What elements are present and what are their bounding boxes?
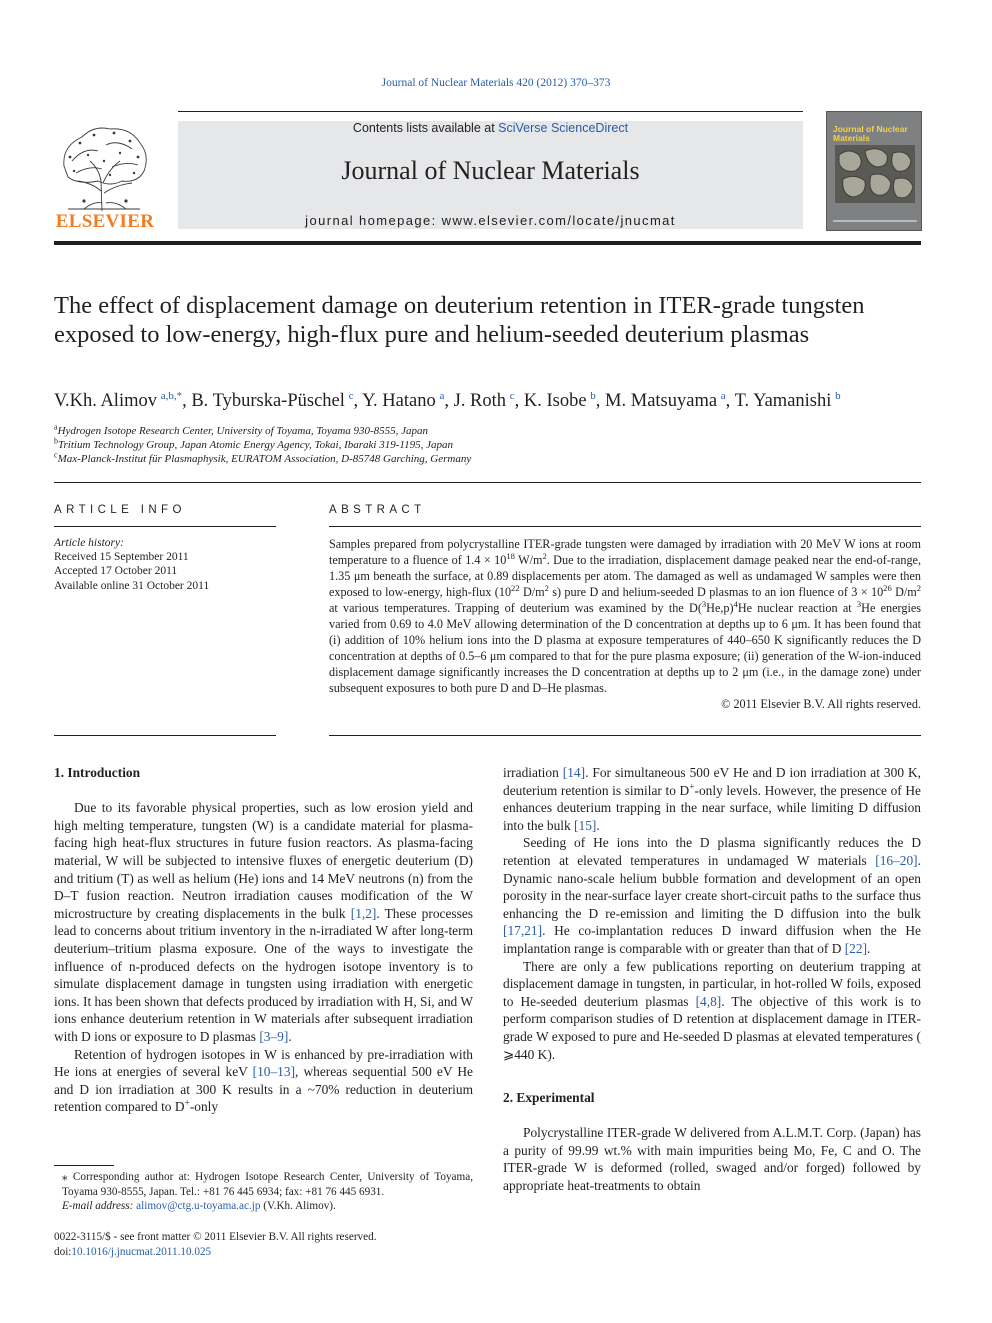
running-head[interactable]: Journal of Nuclear Materials 420 (2012) 370–373 (381, 77, 611, 89)
elsevier-tree-icon (54, 121, 154, 213)
author-name[interactable]: M. Matsuyama (605, 391, 718, 411)
paragraph: Polycrystalline ITER-grade W delivered from A.L.M.T. Corp. (Japan) has a purity of 99.99 wt.% with main impurities being Mo, Fe, C and O. The ITER-grade W is deformed (rolled, swaged and/or forged) followed by appropriate heat-treatments to obtain (503, 1125, 921, 1194)
abstract-body (329, 536, 921, 712)
doi-link[interactable]: 10.1016/j.jnucmat.2011.10.025 (71, 1245, 212, 1258)
accepted-date: Accepted 17 October 2011 (54, 565, 178, 578)
author-affiliation-mark[interactable]: a (439, 389, 445, 402)
section-heading-experimental: 2. Experimental (503, 1090, 595, 1106)
citation-link[interactable]: [10–13] (252, 1064, 296, 1080)
article-title: The effect of displacement damage on deuterium retention in ITER-grade tungsten exposed to low-energy, high-flux pure and helium-seeded deuterium plasmas (54, 292, 865, 348)
header-top-rule (178, 111, 803, 112)
journal-name: Journal of Nuclear Materials (341, 156, 640, 185)
affiliation-text: Tritium Technology Group, Japan Atomic Energy Agency, Tokai, Ibaraki 319-1195, Japan (58, 439, 453, 451)
contents-prefix: Contents lists available at (352, 121, 499, 135)
author-name[interactable]: T. Yamanishi (734, 391, 832, 411)
author-name[interactable]: V.Kh. Alimov (54, 391, 157, 411)
paragraph: There are only a few publications reporting on deuterium trapping at displacement damage in tungsten, in particular, in hot-rolled W foils, exposed to He-seeded deuterium plasmas [4,8]. The objective of this work is to perform comparison studies of D retention at displacement damage in ITER-grade W exposed to pure and He-seeded D plasmas at elevated temperatures ( ⩾440 K). (503, 958, 921, 1062)
header-bottom-rule (54, 241, 921, 245)
affiliation-key: a (54, 422, 58, 432)
doi-line: doi:10.1016/j.jnucmat.2011.10.025 (54, 1245, 212, 1258)
affiliation-key: c (54, 450, 58, 460)
citation-link[interactable]: [14] (562, 765, 586, 780)
footnote-email: E-mail address: alimov@ctg.u-toyama.ac.jp (V.Kh. Alimov). (62, 1200, 336, 1213)
elsevier-wordmark: ELSEVIER (55, 211, 155, 232)
article-info-rule (54, 526, 276, 527)
citation-link[interactable]: [22] (844, 940, 868, 956)
article-history (54, 536, 209, 593)
citation-link[interactable]: [3–9] (259, 1028, 289, 1044)
abstract-copyright: © 2011 Elsevier B.V. All rights reserved. (721, 697, 921, 711)
affiliation-a (54, 422, 429, 437)
author-name[interactable]: J. Roth (453, 391, 507, 411)
issn-line: 0022-3115/$ - see front matter © 2011 Elsevier B.V. All rights reserved. (54, 1231, 377, 1243)
citation-link[interactable]: [15] (574, 817, 597, 833)
citation-link[interactable]: [17,21] (503, 923, 543, 939)
affiliation-text: Max-Planck-Institut für Plasmaphysik, EURATOM Association, D-85748 Garching, Germany (57, 453, 472, 465)
corresponding-author-footnote (54, 1170, 473, 1214)
abstract-rule (329, 526, 921, 527)
body-column-left (54, 764, 473, 1116)
affiliation-b (54, 436, 453, 451)
author-affiliation-mark[interactable]: b (590, 389, 596, 402)
footnote-marker: ⁎ (62, 1171, 68, 1183)
author-name[interactable]: B. Tyburska-Püschel (191, 391, 345, 411)
history-title: Article history: (54, 537, 124, 549)
body-column-right (503, 764, 921, 1195)
citation-link[interactable]: [4,8] (695, 993, 722, 1009)
abstract-bottom-rule (329, 735, 921, 736)
sciencedirect-link[interactable]: SciVerse ScienceDirect (498, 121, 629, 135)
abstract-heading: ABSTRACT (329, 504, 426, 516)
paragraph: Due to its favorable physical properties, such as low erosion yield and high melting temperature, tungsten (W) is a candidate material for plasma-facing high heat-flux structures in future fusion reactors. As plasma-facing material, W will be subjected to intensive fluxes of energetic deuterium (D) and tritium (T) as well as helium (He) ions and 14 MeV neutrons (n) from the D–T fusion reaction. Neutron irradiation causes modification of the W microstructure by creating displacements in the bulk [1,2]. These processes lead to concerns about tritium inventory in the n-irradiated W after long-term deuterium–tritium plasma exposure. One of the ways to investigate the influence of n-produced defects on the hydrogen isotope inventory is to simulate displacement damage in tungsten using irradiation with energetic ions. It has been shown that defects produced by irradiation with H, Si, and W ions enhance deuterium retention in W materials after subsequent irradiation with D ions or exposure to D plasmas [3–9]. (54, 800, 473, 1044)
footnote-text: ⁎ Corresponding author at: Hydrogen Isotope Research Center, University of Toyama, Toyama 930-8555, Japan. Tel.: +81 76 445 6934; fax: +81 76 445 6931. (62, 1171, 473, 1198)
author-name[interactable]: Y. Hatano (362, 391, 436, 411)
issn-doi-block (54, 1230, 377, 1259)
journal-homepage (178, 213, 803, 228)
citation-link[interactable]: [1,2] (350, 905, 377, 921)
footnote-rule (54, 1165, 114, 1166)
author-affiliation-mark[interactable]: c (509, 389, 515, 402)
homepage-prefix: journal homepage: (305, 213, 442, 228)
affiliations-rule (54, 482, 921, 483)
abstract-text: Samples prepared from polycrystalline ITER-grade tungsten were damaged by irradiation with 20 MeV W ions at room temperature to a fluence of $1.4 \times 10^{18}$ $W/m^2$. Due to the irradiation, displacement damage peaked near the end-of-range, 1.35 μm beneath the surface, at 0.89 displacements per atom. The damaged as well as undamaged W samples were then exposed to low-energy, high-flux ($10^{22}$ $D/m^2$ s) pure D and helium-seeded D plasmas to an ion fluence of $3 \times 10^{26}$ $D/m^2$ at various temperatures. Trapping of deuterium was examined by the $D(^3He,p)^4He$ nuclear reaction at $^3$He energies varied from 0.69 to 4.0 MeV allowing determination of the D concentration at depths up to 6 μm. It has been found that (i) addition of 10% helium ions into the D plasma at exposure temperatures of 440–650 K significantly reduces the D concentration at depths of 0.5–6 μm compared to that for the pure plasma exposure; (ii) generation of the W-ion-induced displacement damage significantly increases the D concentration at depths up to 2 μm (i.e., in the damage zone) under subsequent exposures to both pure D and D–He plasmas. (329, 537, 922, 695)
affiliation-text: Hydrogen Isotope Research Center, University of Toyama, Toyama 930-8555, Japan (57, 425, 429, 437)
author-name[interactable]: K. Isobe (523, 391, 587, 411)
section-heading-introduction: 1. Introduction (54, 765, 141, 780)
citation-link[interactable]: [16–20] (875, 852, 918, 868)
author-affiliation-mark[interactable]: b (835, 389, 841, 402)
author-affiliation-mark[interactable]: a,b,* (160, 389, 183, 402)
article-info-heading: ARTICLE INFO (54, 504, 186, 516)
received-date: Received 15 September 2011 (54, 551, 189, 564)
author-affiliation-mark[interactable]: a (720, 389, 726, 402)
online-date: Available online 31 October 2011 (54, 579, 210, 592)
journal-cover-thumbnail[interactable] (826, 111, 922, 231)
cover-title: Journal of Nuclear Materials (833, 124, 908, 143)
article-info-bottom-rule (54, 735, 276, 736)
homepage-url[interactable]: www.elsevier.com/locate/jnucmat (441, 213, 676, 228)
cover-footer-strip (833, 220, 917, 222)
author-list: V.Kh. Alimov $^{a,b,*}$, B. Tyburska-Püschel $^c$, Y. Hatano $^a$, J. Roth $^c$, K. Isobe $^b$, M. Matsuyama $^a$, T. Yamanishi $^b$ (54, 389, 841, 411)
contents-line (178, 121, 803, 135)
paragraph: irradiation [14]. For simultaneous 500 eV He and D ion irradiation at 300 K, deuterium retention is similar to D+-only levels. However, the presence of He enhances deuterium trapping in the near surface, while limiting D diffusion into the bulk [15]. (503, 765, 922, 833)
cover-micrograph-image (835, 145, 915, 203)
paragraph: Seeding of He ions into the D plasma significantly reduces the D retention at elevated temperatures in undamaged W materials [16–20]. Dynamic nano-scale helium bubble formation and development of an open porosity in the near-surface layer create short-circuit paths to the surface thus enhancing the D re-emission and limiting the D diffusion into the bulk [17,21]. He co-implantation reduces D inward diffusion when the He implantation range is comparable with or greater than that of D [22]. (503, 835, 921, 956)
affiliation-c (54, 450, 472, 465)
author-affiliation-mark[interactable]: c (348, 389, 354, 402)
email-link[interactable]: alimov@ctg.u-toyama.ac.jp (136, 1200, 261, 1213)
affiliation-key: b (54, 436, 58, 446)
paragraph: Retention of hydrogen isotopes in W is enhanced by pre-irradiation with He ions at energies of several keV [10–13], whereas sequential 500 eV He and D ion irradiation at 300 K results in a ~70% reduction in deuterium retention compared to D+-only (54, 1046, 473, 1115)
